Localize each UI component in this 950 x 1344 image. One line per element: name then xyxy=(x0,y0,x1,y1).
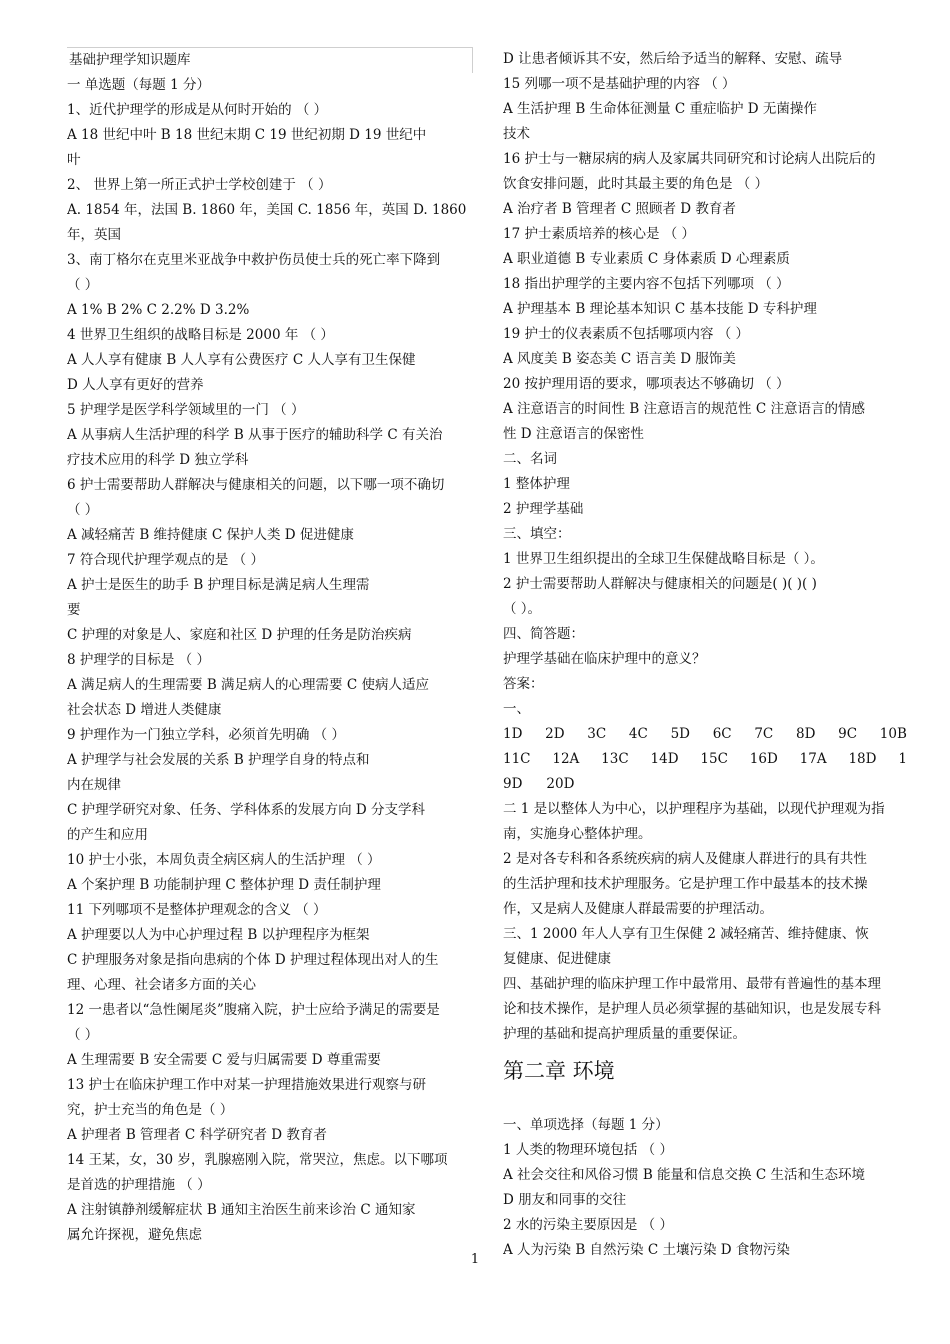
text-line: 10 护士小张，本周负责全病区病人的生活护理 （ ） xyxy=(67,852,381,868)
text-line: D 人人享有更好的营养 xyxy=(67,377,204,393)
text-line: A 护理基本 B 理论基本知识 C 基本技能 D 专科护理 xyxy=(503,301,817,317)
text-line: 论和技术操作，是护理人员必须掌握的基础知识，也是发展专科 xyxy=(503,1001,881,1017)
text-line: 2 护士需要帮助人群解决与健康相关的问题是( )( )( ) xyxy=(503,576,817,592)
text-line: （ ） xyxy=(67,502,99,518)
text-line: （ ） xyxy=(67,277,99,293)
text-line: 四、简答题： xyxy=(503,626,584,642)
text-line: 作，又是病人及健康人群最需要的护理活动。 xyxy=(503,901,773,917)
answer-row xyxy=(503,747,907,772)
answer-cell: 15C xyxy=(700,751,728,767)
text-line: C 护理的对象是人、家庭和社区 D 护理的任务是防治疾病 xyxy=(67,627,412,643)
text-line: 答案： xyxy=(503,676,544,692)
answer-cell: 8D xyxy=(795,726,816,742)
text-line: 7 符合现代护理学观点的是 （ ） xyxy=(67,552,264,568)
text-line: 19 护士的仪表素质不包括哪项内容 （ ） xyxy=(503,326,750,342)
answer-cell: 13C xyxy=(601,751,629,767)
text-line: 18 指出护理学的主要内容不包括下列哪项 （ ） xyxy=(503,276,790,292)
text-line: 护理的基础和提高护理质量的重要保证。 xyxy=(503,1026,746,1042)
text-line: A 护理学与社会发展的关系 B 护理学自身的特点和 xyxy=(67,752,370,768)
text-line: 三、填空： xyxy=(503,526,571,542)
text-line: A 生理需要 B 安全需要 C 爱与归属需要 D 尊重需要 xyxy=(67,1052,381,1068)
answer-cell: 11C xyxy=(503,751,531,767)
text-line: A 注意语言的时间性 B 注意语言的规范性 C 注意语言的情感 xyxy=(503,401,865,417)
text-line: A 护理要以人为中心护理过程 B 以护理程序为框架 xyxy=(67,927,370,943)
text-line: A 职业道德 B 专业素质 C 身体素质 D 心理素质 xyxy=(503,251,790,267)
text-line: 究，护士充当的角色是（ ） xyxy=(67,1102,234,1118)
text-line: A 1% B 2% C 2.2% D 3.2% xyxy=(67,302,250,318)
text-line: 性 D 注意语言的保密性 xyxy=(503,426,644,442)
answer-cell: 14D xyxy=(650,751,679,767)
answer-cell: 17A xyxy=(799,751,827,767)
text-line: 年，英国 xyxy=(67,227,121,243)
text-line: 属允许探视，避免焦虑 xyxy=(67,1227,202,1243)
answer-cell: 1 xyxy=(898,751,907,767)
text-line: 4 世界卫生组织的战略目标是 2000 年 （ ） xyxy=(67,327,334,343)
text-line: 二 1 是以整体人为中心，以护理程序为基础，以现代护理观为指 xyxy=(503,801,885,817)
answer-cell: 18D xyxy=(848,751,877,767)
text-line: A. 1854 年，法国 B. 1860 年，美国 C. 1856 年，英国 D. 1860 xyxy=(67,202,467,218)
text-line: 12 一患者以“急性阑尾炎”腹痛入院，护士应给予满足的需要是 xyxy=(67,1002,440,1018)
answer-cell: 16D xyxy=(749,751,778,767)
text-line: A 满足病人的生理需要 B 满足病人的心理需要 C 使病人适应 xyxy=(67,677,429,693)
text-line: 8 护理学的目标是 （ ） xyxy=(67,652,210,668)
chapter-two-questions xyxy=(503,1113,907,1263)
text-line: 5 护理学是医学科学领域里的一门 （ ） xyxy=(67,402,305,418)
text-line: C 护理学研究对象、任务、学科体系的发展方向 D 分支学科 xyxy=(67,802,426,818)
text-line: A 护理者 B 管理者 C 科学研究者 D 教育者 xyxy=(67,1127,327,1143)
text-line: （ ） xyxy=(67,1027,99,1043)
page-number: 1 xyxy=(470,1252,480,1267)
text-line: A 个案护理 B 功能制护理 C 整体护理 D 责任制护理 xyxy=(67,877,381,893)
text-line: A 18 世纪中叶 B 18 世纪末期 C 19 世纪初期 D 19 世纪中 xyxy=(67,127,427,143)
text-line: A 社会交往和风俗习惯 B 能量和信息交换 C 生活和生态环境 xyxy=(503,1167,865,1183)
text-line: 护理学基础在临床护理中的意义？ xyxy=(503,651,706,667)
text-line: 二、名词 xyxy=(503,451,557,467)
answer-cell: 5D xyxy=(670,726,690,742)
text-line: 复健康、促进健康 xyxy=(503,951,611,967)
text-line: A 人为污染 B 自然污染 C 土壤污染 D 食物污染 xyxy=(503,1242,790,1258)
text-line: D 让患者倾诉其不安，然后给予适当的解释、安慰、疏导 xyxy=(503,51,843,67)
text-line: 一 单选题（每题 1 分） xyxy=(67,77,210,93)
right-column xyxy=(503,47,907,1263)
text-line: A 注射镇静剂缓解症状 B 通知主治医生前来诊治 C 通知家 xyxy=(67,1202,416,1218)
answer-key xyxy=(503,722,907,797)
text-line: 技术 xyxy=(503,126,530,142)
text-line: 的生活护理和技术护理服务。它是护理工作中最基本的技术操 xyxy=(503,876,868,892)
text-line: A 生活护理 B 生命体征测量 C 重症临护 D 无菌操作 xyxy=(503,101,817,117)
text-line: 2 护理学基础 xyxy=(503,501,584,517)
answer-row xyxy=(503,772,907,797)
text-line: 1 整体护理 xyxy=(503,476,570,492)
left-column xyxy=(67,47,473,1248)
answer-cell: 12A xyxy=(552,751,580,767)
text-line: A 人人享有健康 B 人人享有公费医疗 C 人人享有卫生保健 xyxy=(67,352,416,368)
text-line: 1 世界卫生组织提出的全球卫生保健战略目标是（ ）。 xyxy=(503,551,824,567)
answer-cell: 20D xyxy=(546,776,575,792)
text-line: 理、心理、社会诸多方面的关心 xyxy=(67,977,256,993)
text-line: 2 水的污染主要原因是 （ ） xyxy=(503,1217,673,1233)
text-line: D 朋友和同事的交往 xyxy=(503,1192,627,1208)
text-line: 三、1 2000 年人人享有卫生保健 2 减轻痛苦、维持健康、恢 xyxy=(503,926,869,942)
answer-cell: 1D xyxy=(503,726,523,742)
text-line: 基础护理学知识题库 xyxy=(67,47,473,73)
text-line: 是首选的护理措施 （ ） xyxy=(67,1177,211,1193)
text-line: 9 护理作为一门独立学科，必须首先明确 （ ） xyxy=(67,727,345,743)
text-line: 南，实施身心整体护理。 xyxy=(503,826,652,842)
text-line: A 护士是医生的助手 B 护理目标是满足病人生理需 xyxy=(67,577,370,593)
answer-cell: 9D xyxy=(503,776,523,792)
chapter-heading: 第二章 环境 xyxy=(503,1059,615,1083)
text-line: 社会状态 D 增进人类健康 xyxy=(67,702,222,718)
text-line: 一、 xyxy=(503,701,530,717)
answer-cell: 6C xyxy=(712,726,732,742)
answer-cell: 7C xyxy=(754,726,774,742)
text-line: A 治疗者 B 管理者 C 照顾者 D 教育者 xyxy=(503,201,736,217)
text-line: A 风度美 B 姿态美 C 语言美 D 服饰美 xyxy=(503,351,736,367)
questions-continued xyxy=(503,47,907,722)
text-line: 内在规律 xyxy=(67,777,121,793)
text-line: 17 护士素质培养的核心是 （ ） xyxy=(503,226,696,242)
text-line: 1 人类的物理环境包括 （ ） xyxy=(503,1142,673,1158)
text-line: 2、 世界上第一所正式护士学校创建于 （ ） xyxy=(67,177,332,193)
answer-cell: 2D xyxy=(545,726,565,742)
text-line: C 护理服务对象是指向患病的个体 D 护理过程体现出对人的生 xyxy=(67,952,439,968)
text-line: A 减轻痛苦 B 维持健康 C 保护人类 D 促进健康 xyxy=(67,527,354,543)
text-line: （ ）。 xyxy=(503,601,542,617)
text-line: 叶 xyxy=(67,152,81,168)
text-line: 的产生和应用 xyxy=(67,827,148,843)
answer-row xyxy=(503,722,907,747)
text-line: 14 王某，女，30 岁，乳腺癌刚入院，常哭泣，焦虑。以下哪项 xyxy=(67,1152,448,1168)
answer-explanations xyxy=(503,797,907,1047)
text-line: 16 护士与一糖尿病的病人及家属共同研究和讨论病人出院后的 xyxy=(503,151,876,167)
text-line: 15 列哪一项不是基础护理的内容 （ ） xyxy=(503,76,736,92)
answer-cell: 9C xyxy=(838,726,858,742)
text-line: 11 下列哪项不是整体护理观念的含义 （ ） xyxy=(67,902,327,918)
text-line: 四、基础护理的临床护理工作中最常用、最带有普遍性的基本理 xyxy=(503,976,881,992)
answer-cell: 3C xyxy=(587,726,607,742)
text-line: 1、近代护理学的形成是从何时开始的 （ ） xyxy=(67,102,328,118)
text-line: 一、单项选择（每题 1 分） xyxy=(503,1117,669,1133)
text-line: 要 xyxy=(67,602,81,618)
text-line: 20 按护理用语的要求，哪项表达不够确切 （ ） xyxy=(503,376,790,392)
text-line: 2 是对各专科和各系统疾病的病人及健康人群进行的具有共性 xyxy=(503,851,867,867)
text-line: A 从事病人生活护理的科学 B 从事于医疗的辅助科学 C 有关治 xyxy=(67,427,443,443)
text-line: 13 护士在临床护理工作中对某一护理措施效果进行观察与研 xyxy=(67,1077,426,1093)
text-line: 疗技术应用的科学 D 独立学科 xyxy=(67,452,249,468)
text-line: 6 护士需要帮助人群解决与健康相关的问题，以下哪一项不确切 xyxy=(67,477,445,493)
answer-cell: 4C xyxy=(628,726,648,742)
text-line: 3、南丁格尔在克里米亚战争中救护伤员使士兵的死亡率下降到 xyxy=(67,252,441,268)
text-line: 饮食安排问题，此时其最主要的角色是 （ ） xyxy=(503,176,769,192)
answer-cell: 10B xyxy=(879,726,907,742)
